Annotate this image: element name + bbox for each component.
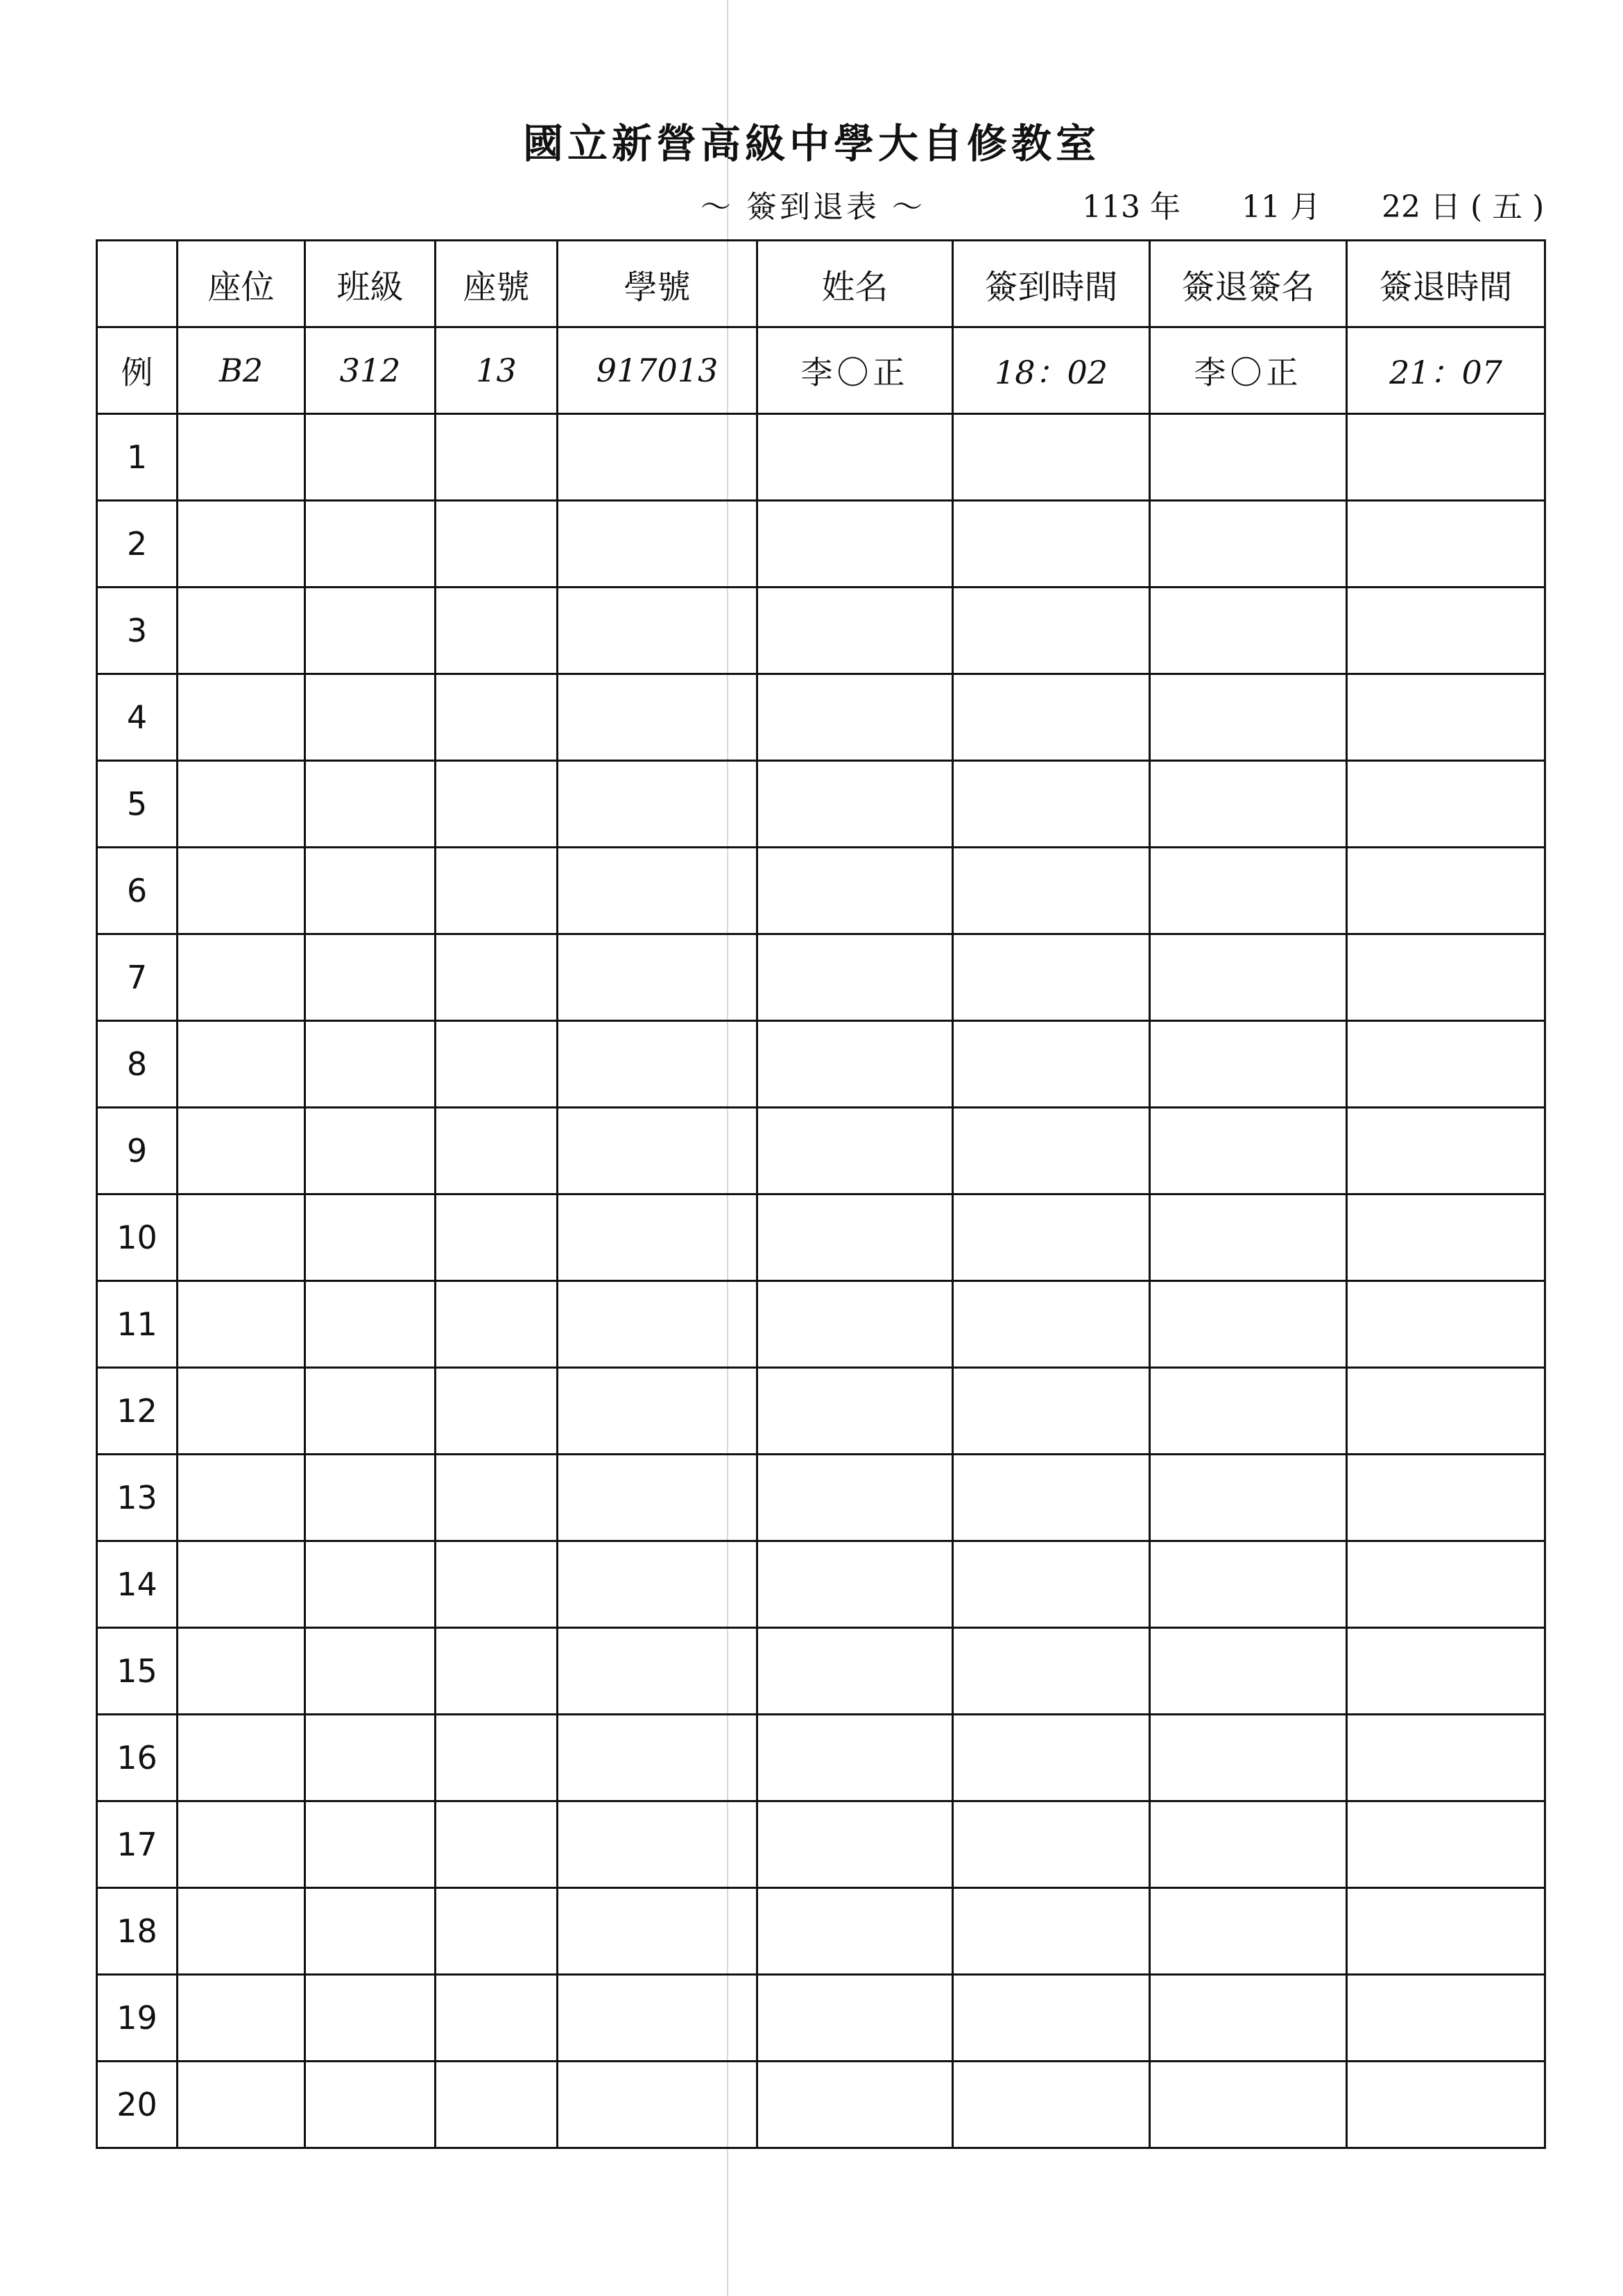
checkout-time-cell	[1347, 1628, 1545, 1715]
column-header-checkout-time: 簽退時間	[1347, 241, 1545, 327]
checkin-time-cell	[953, 1021, 1150, 1108]
seat-cell	[178, 2062, 305, 2148]
seat-cell	[178, 588, 305, 674]
example-checkout-time: 21：07	[1347, 327, 1545, 414]
seat-number-cell	[436, 1628, 558, 1715]
seat-cell	[178, 934, 305, 1021]
name-signature-cell	[757, 2062, 953, 2148]
signout-signature-cell	[1150, 1801, 1347, 1888]
table-row	[97, 1715, 1545, 1801]
checkin-time-cell	[953, 501, 1150, 588]
student-id-cell	[558, 761, 757, 848]
student-id-cell	[558, 1194, 757, 1281]
table-row	[97, 1194, 1545, 1281]
table-row	[97, 1975, 1545, 2062]
seat-number-cell	[436, 1368, 558, 1455]
checkout-time-cell	[1347, 674, 1545, 761]
class-cell	[305, 1281, 436, 1368]
name-signature-cell	[757, 1108, 953, 1194]
page-title: 國立新營高級中學大自修教室	[522, 120, 1100, 167]
seat-cell	[178, 414, 305, 501]
class-cell	[305, 1194, 436, 1281]
seat-cell	[178, 1801, 305, 1888]
table-body	[97, 327, 1545, 2148]
seat-cell	[178, 1455, 305, 1541]
class-cell	[305, 934, 436, 1021]
date-month: 11	[1241, 189, 1280, 225]
name-signature-cell	[757, 1715, 953, 1801]
signout-signature-cell	[1150, 1888, 1347, 1975]
seat-cell	[178, 1541, 305, 1628]
row-number: 19	[97, 1975, 178, 2062]
checkin-time-cell	[953, 1281, 1150, 1368]
seat-number-cell	[436, 501, 558, 588]
student-id-cell	[558, 1368, 757, 1455]
class-cell	[305, 501, 436, 588]
class-cell	[305, 414, 436, 501]
seat-number-cell	[436, 1455, 558, 1541]
class-cell	[305, 1541, 436, 1628]
checkout-time-cell	[1347, 1108, 1545, 1194]
example-name: 李〇正	[757, 327, 953, 414]
signout-signature-cell	[1150, 501, 1347, 588]
name-signature-cell	[757, 1281, 953, 1368]
column-header-checkin-time: 簽到時間	[953, 241, 1150, 327]
checkout-time-cell	[1347, 1888, 1545, 1975]
column-header-name: 姓名	[757, 241, 953, 327]
seat-number-cell	[436, 2062, 558, 2148]
table-row	[97, 1888, 1545, 1975]
student-id-cell	[558, 414, 757, 501]
seat-cell	[178, 674, 305, 761]
seat-number-cell	[436, 588, 558, 674]
date-day: 22	[1381, 189, 1420, 225]
signout-signature-cell	[1150, 934, 1347, 1021]
row-number: 15	[97, 1628, 178, 1715]
class-cell	[305, 1801, 436, 1888]
name-signature-cell	[757, 1455, 953, 1541]
signout-signature-cell	[1150, 674, 1347, 761]
seat-cell	[178, 1888, 305, 1975]
row-number: 13	[97, 1455, 178, 1541]
table-row	[97, 1281, 1545, 1368]
signout-signature-cell	[1150, 1194, 1347, 1281]
student-id-cell	[558, 1715, 757, 1801]
class-cell	[305, 2062, 436, 2148]
name-signature-cell	[757, 1975, 953, 2062]
checkout-time-cell	[1347, 588, 1545, 674]
example-row-label: 例	[97, 327, 178, 414]
signout-signature-cell	[1150, 588, 1347, 674]
row-number: 1	[97, 414, 178, 501]
seat-number-cell	[436, 674, 558, 761]
signout-signature-cell	[1150, 1541, 1347, 1628]
checkout-time-cell	[1347, 1281, 1545, 1368]
table-row	[97, 1628, 1545, 1715]
example-checkin-time: 18：02	[953, 327, 1150, 414]
checkin-time-cell	[953, 934, 1150, 1021]
row-number: 2	[97, 501, 178, 588]
checkout-time-cell	[1347, 848, 1545, 934]
seat-number-cell	[436, 1975, 558, 2062]
row-number: 16	[97, 1715, 178, 1801]
column-header-class: 班級	[305, 241, 436, 327]
table-row	[97, 588, 1545, 674]
student-id-cell	[558, 2062, 757, 2148]
date-weekday: ( 五 )	[1470, 189, 1545, 225]
class-cell	[305, 1108, 436, 1194]
class-cell	[305, 588, 436, 674]
seat-cell	[178, 761, 305, 848]
checkin-time-cell	[953, 1888, 1150, 1975]
seat-cell	[178, 1021, 305, 1108]
table-row	[97, 934, 1545, 1021]
student-id-cell	[558, 1975, 757, 2062]
seat-number-cell	[436, 1194, 558, 1281]
checkout-time-cell	[1347, 1541, 1545, 1628]
example-class: 312	[305, 327, 436, 414]
seat-cell	[178, 1194, 305, 1281]
checkout-time-cell	[1347, 1368, 1545, 1455]
signout-signature-cell	[1150, 1021, 1347, 1108]
seat-number-cell	[436, 1801, 558, 1888]
date-day-unit: 日	[1429, 189, 1461, 225]
seat-number-cell	[436, 934, 558, 1021]
row-number: 10	[97, 1194, 178, 1281]
row-number: 6	[97, 848, 178, 934]
row-number: 11	[97, 1281, 178, 1368]
seat-number-cell	[436, 1108, 558, 1194]
checkout-time-cell	[1347, 1455, 1545, 1541]
name-signature-cell	[757, 761, 953, 848]
name-signature-cell	[757, 501, 953, 588]
row-number: 4	[97, 674, 178, 761]
seat-number-cell	[436, 848, 558, 934]
signout-signature-cell	[1150, 761, 1347, 848]
checkout-time-cell	[1347, 761, 1545, 848]
row-number: 3	[97, 588, 178, 674]
checkin-time-cell	[953, 1194, 1150, 1281]
checkin-time-cell	[953, 1975, 1150, 2062]
student-id-cell	[558, 934, 757, 1021]
signout-signature-cell	[1150, 1281, 1347, 1368]
name-signature-cell	[757, 1368, 953, 1455]
checkout-time-cell	[1347, 1021, 1545, 1108]
signout-signature-cell	[1150, 1108, 1347, 1194]
row-number: 14	[97, 1541, 178, 1628]
student-id-cell	[558, 1888, 757, 1975]
name-signature-cell	[757, 1541, 953, 1628]
seat-number-cell	[436, 414, 558, 501]
row-number: 7	[97, 934, 178, 1021]
table-row	[97, 414, 1545, 501]
table-row	[97, 848, 1545, 934]
name-signature-cell	[757, 1194, 953, 1281]
table-row	[97, 761, 1545, 848]
column-header-student-id: 學號	[558, 241, 757, 327]
student-id-cell	[558, 1281, 757, 1368]
class-cell	[305, 1455, 436, 1541]
checkin-time-cell	[953, 1715, 1150, 1801]
row-number: 12	[97, 1368, 178, 1455]
student-id-cell	[558, 1108, 757, 1194]
column-header-seat: 座位	[178, 241, 305, 327]
name-signature-cell	[757, 934, 953, 1021]
example-seat: B2	[178, 327, 305, 414]
student-id-cell	[558, 848, 757, 934]
row-number: 17	[97, 1801, 178, 1888]
table-row	[97, 674, 1545, 761]
signout-signature-cell	[1150, 1975, 1347, 2062]
seat-number-cell	[436, 1541, 558, 1628]
class-cell	[305, 1628, 436, 1715]
name-signature-cell	[757, 1801, 953, 1888]
class-cell	[305, 1888, 436, 1975]
name-signature-cell	[757, 588, 953, 674]
row-number: 8	[97, 1021, 178, 1108]
table-row	[97, 1455, 1545, 1541]
checkout-time-cell	[1347, 1975, 1545, 2062]
student-id-cell	[558, 1541, 757, 1628]
student-id-cell	[558, 501, 757, 588]
seat-cell	[178, 1628, 305, 1715]
seat-cell	[178, 1975, 305, 2062]
row-number: 9	[97, 1108, 178, 1194]
student-id-cell	[558, 588, 757, 674]
seat-number-cell	[436, 1281, 558, 1368]
checkin-time-cell	[953, 761, 1150, 848]
signout-signature-cell	[1150, 1715, 1347, 1801]
checkin-time-cell	[953, 414, 1150, 501]
seat-cell	[178, 1281, 305, 1368]
checkout-time-cell	[1347, 1801, 1545, 1888]
signout-signature-cell	[1150, 1628, 1347, 1715]
seat-cell	[178, 1715, 305, 1801]
class-cell	[305, 1975, 436, 2062]
column-header-seat-number: 座號	[436, 241, 558, 327]
class-cell	[305, 848, 436, 934]
table-row	[97, 2062, 1545, 2148]
seat-cell	[178, 501, 305, 588]
form-subtitle: ～ 簽到退表 ～	[701, 189, 925, 225]
student-id-cell	[558, 1801, 757, 1888]
class-cell	[305, 674, 436, 761]
checkin-time-cell	[953, 848, 1150, 934]
table-row	[97, 1108, 1545, 1194]
student-id-cell	[558, 1021, 757, 1108]
row-number: 5	[97, 761, 178, 848]
date-year: 113	[1082, 189, 1140, 225]
name-signature-cell	[757, 674, 953, 761]
example-seat-number: 13	[436, 327, 558, 414]
seat-cell	[178, 1368, 305, 1455]
checkin-time-cell	[953, 1541, 1150, 1628]
table-row	[97, 1801, 1545, 1888]
date-month-unit: 月	[1289, 189, 1321, 225]
row-number: 18	[97, 1888, 178, 1975]
header-row	[97, 241, 1545, 327]
table-row	[97, 1541, 1545, 1628]
seat-number-cell	[436, 1888, 558, 1975]
checkout-time-cell	[1347, 501, 1545, 588]
checkin-time-cell	[953, 2062, 1150, 2148]
table-row	[97, 501, 1545, 588]
student-id-cell	[558, 1628, 757, 1715]
seat-number-cell	[436, 1021, 558, 1108]
student-id-cell	[558, 674, 757, 761]
student-id-cell	[558, 1455, 757, 1541]
sign-in-out-table	[96, 239, 1546, 2149]
checkin-time-cell	[953, 674, 1150, 761]
signout-signature-cell	[1150, 2062, 1347, 2148]
class-cell	[305, 1368, 436, 1455]
checkout-time-cell	[1347, 2062, 1545, 2148]
example-signout-signature: 李〇正	[1150, 327, 1347, 414]
checkin-time-cell	[953, 1628, 1150, 1715]
seat-cell	[178, 1108, 305, 1194]
checkin-time-cell	[953, 588, 1150, 674]
class-cell	[305, 1715, 436, 1801]
checkout-time-cell	[1347, 934, 1545, 1021]
date-year-unit: 年	[1149, 189, 1180, 225]
signout-signature-cell	[1150, 414, 1347, 501]
form-date	[1082, 182, 1544, 226]
checkin-time-cell	[953, 1455, 1150, 1541]
row-number: 20	[97, 2062, 178, 2148]
table-row	[97, 1368, 1545, 1455]
checkout-time-cell	[1347, 414, 1545, 501]
name-signature-cell	[757, 848, 953, 934]
column-header-row-number	[97, 241, 178, 327]
name-signature-cell	[757, 1888, 953, 1975]
name-signature-cell	[757, 1021, 953, 1108]
table-row	[97, 1021, 1545, 1108]
checkin-time-cell	[953, 1368, 1150, 1455]
name-signature-cell	[757, 1628, 953, 1715]
example-row	[97, 327, 1545, 414]
seat-number-cell	[436, 761, 558, 848]
checkin-time-cell	[953, 1801, 1150, 1888]
checkin-time-cell	[953, 1108, 1150, 1194]
checkout-time-cell	[1347, 1194, 1545, 1281]
class-cell	[305, 1021, 436, 1108]
seat-cell	[178, 848, 305, 934]
signout-signature-cell	[1150, 848, 1347, 934]
seat-number-cell	[436, 1715, 558, 1801]
column-header-signout-signature: 簽退簽名	[1150, 241, 1347, 327]
signout-signature-cell	[1150, 1455, 1347, 1541]
name-signature-cell	[757, 414, 953, 501]
checkout-time-cell	[1347, 1715, 1545, 1801]
signout-signature-cell	[1150, 1368, 1347, 1455]
class-cell	[305, 761, 436, 848]
example-student-id: 917013	[558, 327, 757, 414]
